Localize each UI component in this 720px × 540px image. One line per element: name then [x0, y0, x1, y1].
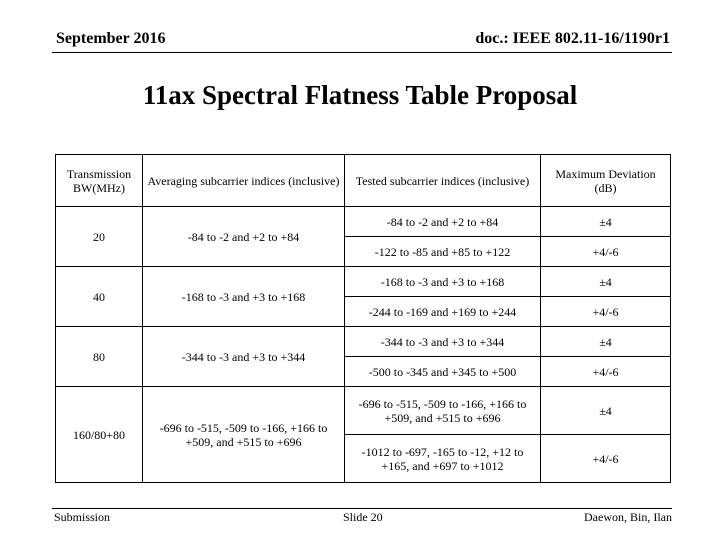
averaging-cell: -168 to -3 and +3 to +168 — [143, 267, 345, 327]
header-doc-id: doc.: IEEE 802.11-16/1190r1 — [475, 30, 670, 47]
column-header: Transmission BW(MHz) — [56, 155, 143, 207]
deviation-cell: ±4 — [541, 207, 671, 237]
spectral-flatness-table — [55, 154, 671, 483]
footer-authors: Daewon, Bin, Ilan — [584, 510, 672, 524]
header-date: September 2016 — [56, 30, 166, 47]
tested-cell: -168 to -3 and +3 to +168 — [345, 267, 541, 297]
table-row — [56, 267, 671, 297]
table-row — [56, 207, 671, 237]
averaging-cell: -84 to -2 and +2 to +84 — [143, 207, 345, 267]
column-header: Maximum Deviation (dB) — [541, 155, 671, 207]
header-divider — [52, 52, 672, 53]
bw-cell: 20 — [56, 207, 143, 267]
deviation-cell: +4/-6 — [541, 237, 671, 267]
bw-cell: 160/80+80 — [56, 387, 143, 483]
table-header-row — [56, 155, 671, 207]
bw-cell: 40 — [56, 267, 143, 327]
table-row — [56, 327, 671, 357]
deviation-cell: ±4 — [541, 327, 671, 357]
deviation-cell: +4/-6 — [541, 357, 671, 387]
deviation-cell: +4/-6 — [541, 435, 671, 483]
averaging-cell: -696 to -515, -509 to -166, +166 to +509, and +515 to +696 — [143, 387, 345, 483]
tested-cell: -696 to -515, -509 to -166, +166 to +509, and +515 to +696 — [345, 387, 541, 435]
column-header: Tested subcarrier indices (inclusive) — [345, 155, 541, 207]
deviation-cell: ±4 — [541, 387, 671, 435]
footer-slide-number: Slide 20 — [343, 510, 383, 524]
footer-submission: Submission — [54, 510, 111, 524]
tested-cell: -84 to -2 and +2 to +84 — [345, 207, 541, 237]
tested-cell: -122 to -85 and +85 to +122 — [345, 237, 541, 267]
deviation-cell: +4/-6 — [541, 297, 671, 327]
averaging-cell: -344 to -3 and +3 to +344 — [143, 327, 345, 387]
column-header: Averaging subcarrier indices (inclusive) — [143, 155, 345, 207]
tested-cell: -344 to -3 and +3 to +344 — [345, 327, 541, 357]
tested-cell: -500 to -345 and +345 to +500 — [345, 357, 541, 387]
tested-cell: -244 to -169 and +169 to +244 — [345, 297, 541, 327]
footer-divider — [52, 508, 672, 509]
slide-title: 11ax Spectral Flatness Table Proposal — [142, 80, 578, 110]
deviation-cell: ±4 — [541, 267, 671, 297]
bw-cell: 80 — [56, 327, 143, 387]
table-row — [56, 387, 671, 435]
tested-cell: -1012 to -697, -165 to -12, +12 to +165, and +697 to +1012 — [345, 435, 541, 483]
